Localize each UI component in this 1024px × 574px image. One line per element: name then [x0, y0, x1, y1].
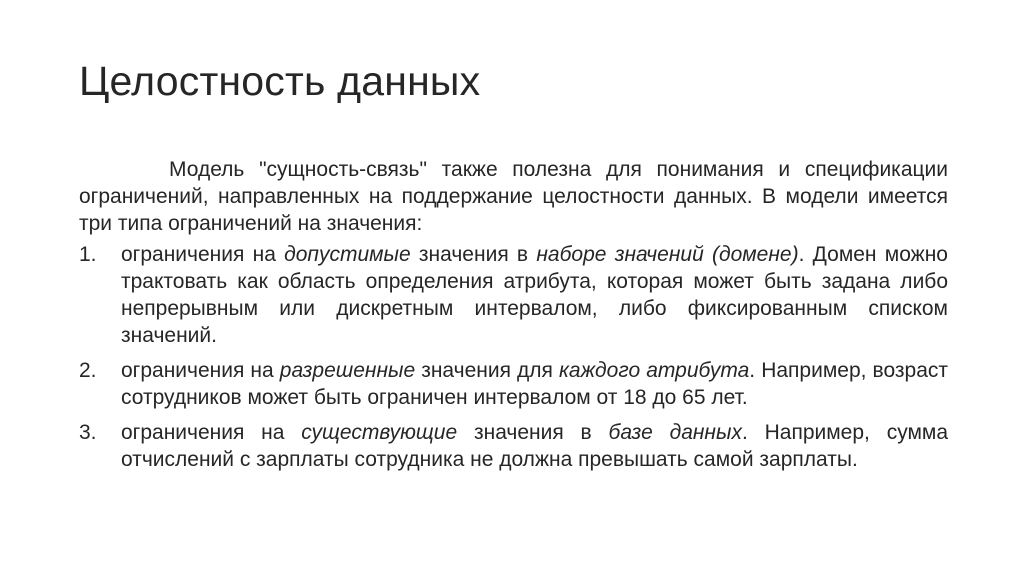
italic-term: существующие [301, 421, 458, 444]
text-segment: ограничения на [121, 243, 285, 266]
italic-term: допустимые [284, 243, 411, 266]
list-item [79, 419, 948, 473]
constraint-list [79, 241, 948, 473]
list-item-number: 3. [79, 421, 97, 444]
italic-term: наборе значений (домене) [536, 243, 799, 266]
list-item-number: 1. [79, 243, 97, 266]
text-segment: . Например, сумма отчислений с зарплаты сотрудника не должна превышать самой зарплаты. [121, 421, 949, 471]
slide-body [79, 156, 948, 481]
text-segment: значения в [457, 421, 609, 444]
list-item-text [121, 421, 948, 471]
text-segment: значения для [415, 359, 559, 382]
text-segment: ограничения на [121, 421, 302, 444]
list-item-number: 2. [79, 359, 97, 382]
slide-title: Целостность данных [79, 58, 481, 104]
list-item [79, 357, 948, 411]
list-item-text [121, 359, 948, 409]
italic-term: каждого атрибута [559, 359, 750, 382]
intro-paragraph: Модель "сущность-связь" также полезна для понимания и спецификации ограничений, направленных на поддержание целостности данных. В модели имеется три типа ограничений на значения: [79, 158, 948, 235]
text-segment: значения в [410, 243, 537, 266]
italic-term: базе данных [608, 421, 742, 444]
italic-term: разрешенные [279, 359, 416, 382]
text-segment: . Домен можно трактовать как область определения атрибута, которая может быть задана либо непрерывным или дискретным интервалом, либо фиксированным списком значений. [121, 243, 948, 347]
text-segment: ограничения на [121, 359, 280, 382]
list-item-text [121, 243, 948, 347]
text-segment: . Например, возраст сотрудников может быть ограничен интервалом от 18 до 65 лет. [121, 359, 948, 409]
list-item [79, 241, 948, 349]
